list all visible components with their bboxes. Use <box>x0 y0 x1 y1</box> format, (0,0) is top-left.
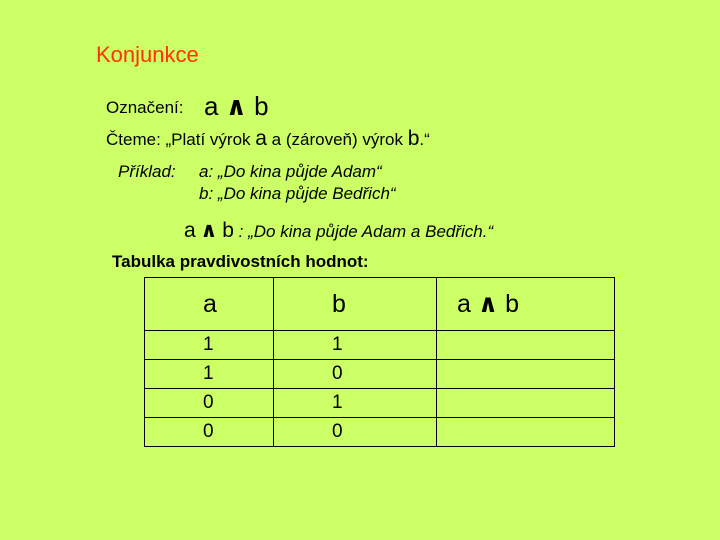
cell-a: 1 <box>145 331 274 360</box>
cell-b: 1 <box>274 331 437 360</box>
header-b: b <box>274 278 437 331</box>
cell-b: 1 <box>274 389 437 418</box>
table-row <box>145 331 615 360</box>
example-a <box>199 162 382 182</box>
reading-b: b <box>407 127 420 150</box>
example-a-text: „Do kina půjde Adam“ <box>213 162 382 181</box>
table-header-row <box>145 278 615 331</box>
cell-a: 0 <box>145 389 274 418</box>
table-row <box>145 360 615 389</box>
cell-result <box>437 418 615 447</box>
header-conj-b: b <box>505 290 520 318</box>
cell-a: 0 <box>145 418 274 447</box>
header-a: a <box>145 278 274 331</box>
cell-b: 0 <box>274 418 437 447</box>
example-label: Příklad: <box>118 162 176 181</box>
table-row <box>145 418 615 447</box>
example-b-key: b: <box>199 184 214 203</box>
example-a-key: a: <box>199 162 214 181</box>
notation-expression <box>204 91 269 122</box>
header-conj-a: a <box>457 290 471 318</box>
reading-middle: a (zároveň) výrok <box>266 130 408 149</box>
result-sep: : <box>233 222 249 241</box>
result-a: a <box>184 219 196 242</box>
reading-line <box>106 127 430 151</box>
notation-label: Označení: <box>106 98 184 117</box>
result-conjunction-icon: ∧ <box>200 218 218 242</box>
reading-suffix: .“ <box>419 130 430 149</box>
cell-a: 1 <box>145 360 274 389</box>
reading-a: a <box>255 127 267 150</box>
conjunction-icon: ∧ <box>225 92 247 122</box>
notation-b: b <box>254 91 269 121</box>
example-b-text: „Do kina půjde Bedřich“ <box>213 184 396 203</box>
table-row <box>145 389 615 418</box>
example-b <box>199 184 396 204</box>
cell-result <box>437 331 615 360</box>
result-text: „Do kina půjde Adam a Bedřich.“ <box>248 222 494 241</box>
result-b: b <box>222 219 234 242</box>
header-conjunction <box>437 278 615 331</box>
example-result <box>184 218 493 243</box>
cell-result <box>437 389 615 418</box>
reading-prefix: Čteme: „Platí výrok <box>106 130 256 149</box>
cell-result <box>437 360 615 389</box>
header-conjunction-icon: ∧ <box>477 289 499 318</box>
table-title: Tabulka pravdivostních hodnot: <box>112 252 369 271</box>
notation-a: a <box>204 91 219 121</box>
slide-title: Konjunkce <box>96 42 199 67</box>
truth-table <box>144 277 615 447</box>
cell-b: 0 <box>274 360 437 389</box>
